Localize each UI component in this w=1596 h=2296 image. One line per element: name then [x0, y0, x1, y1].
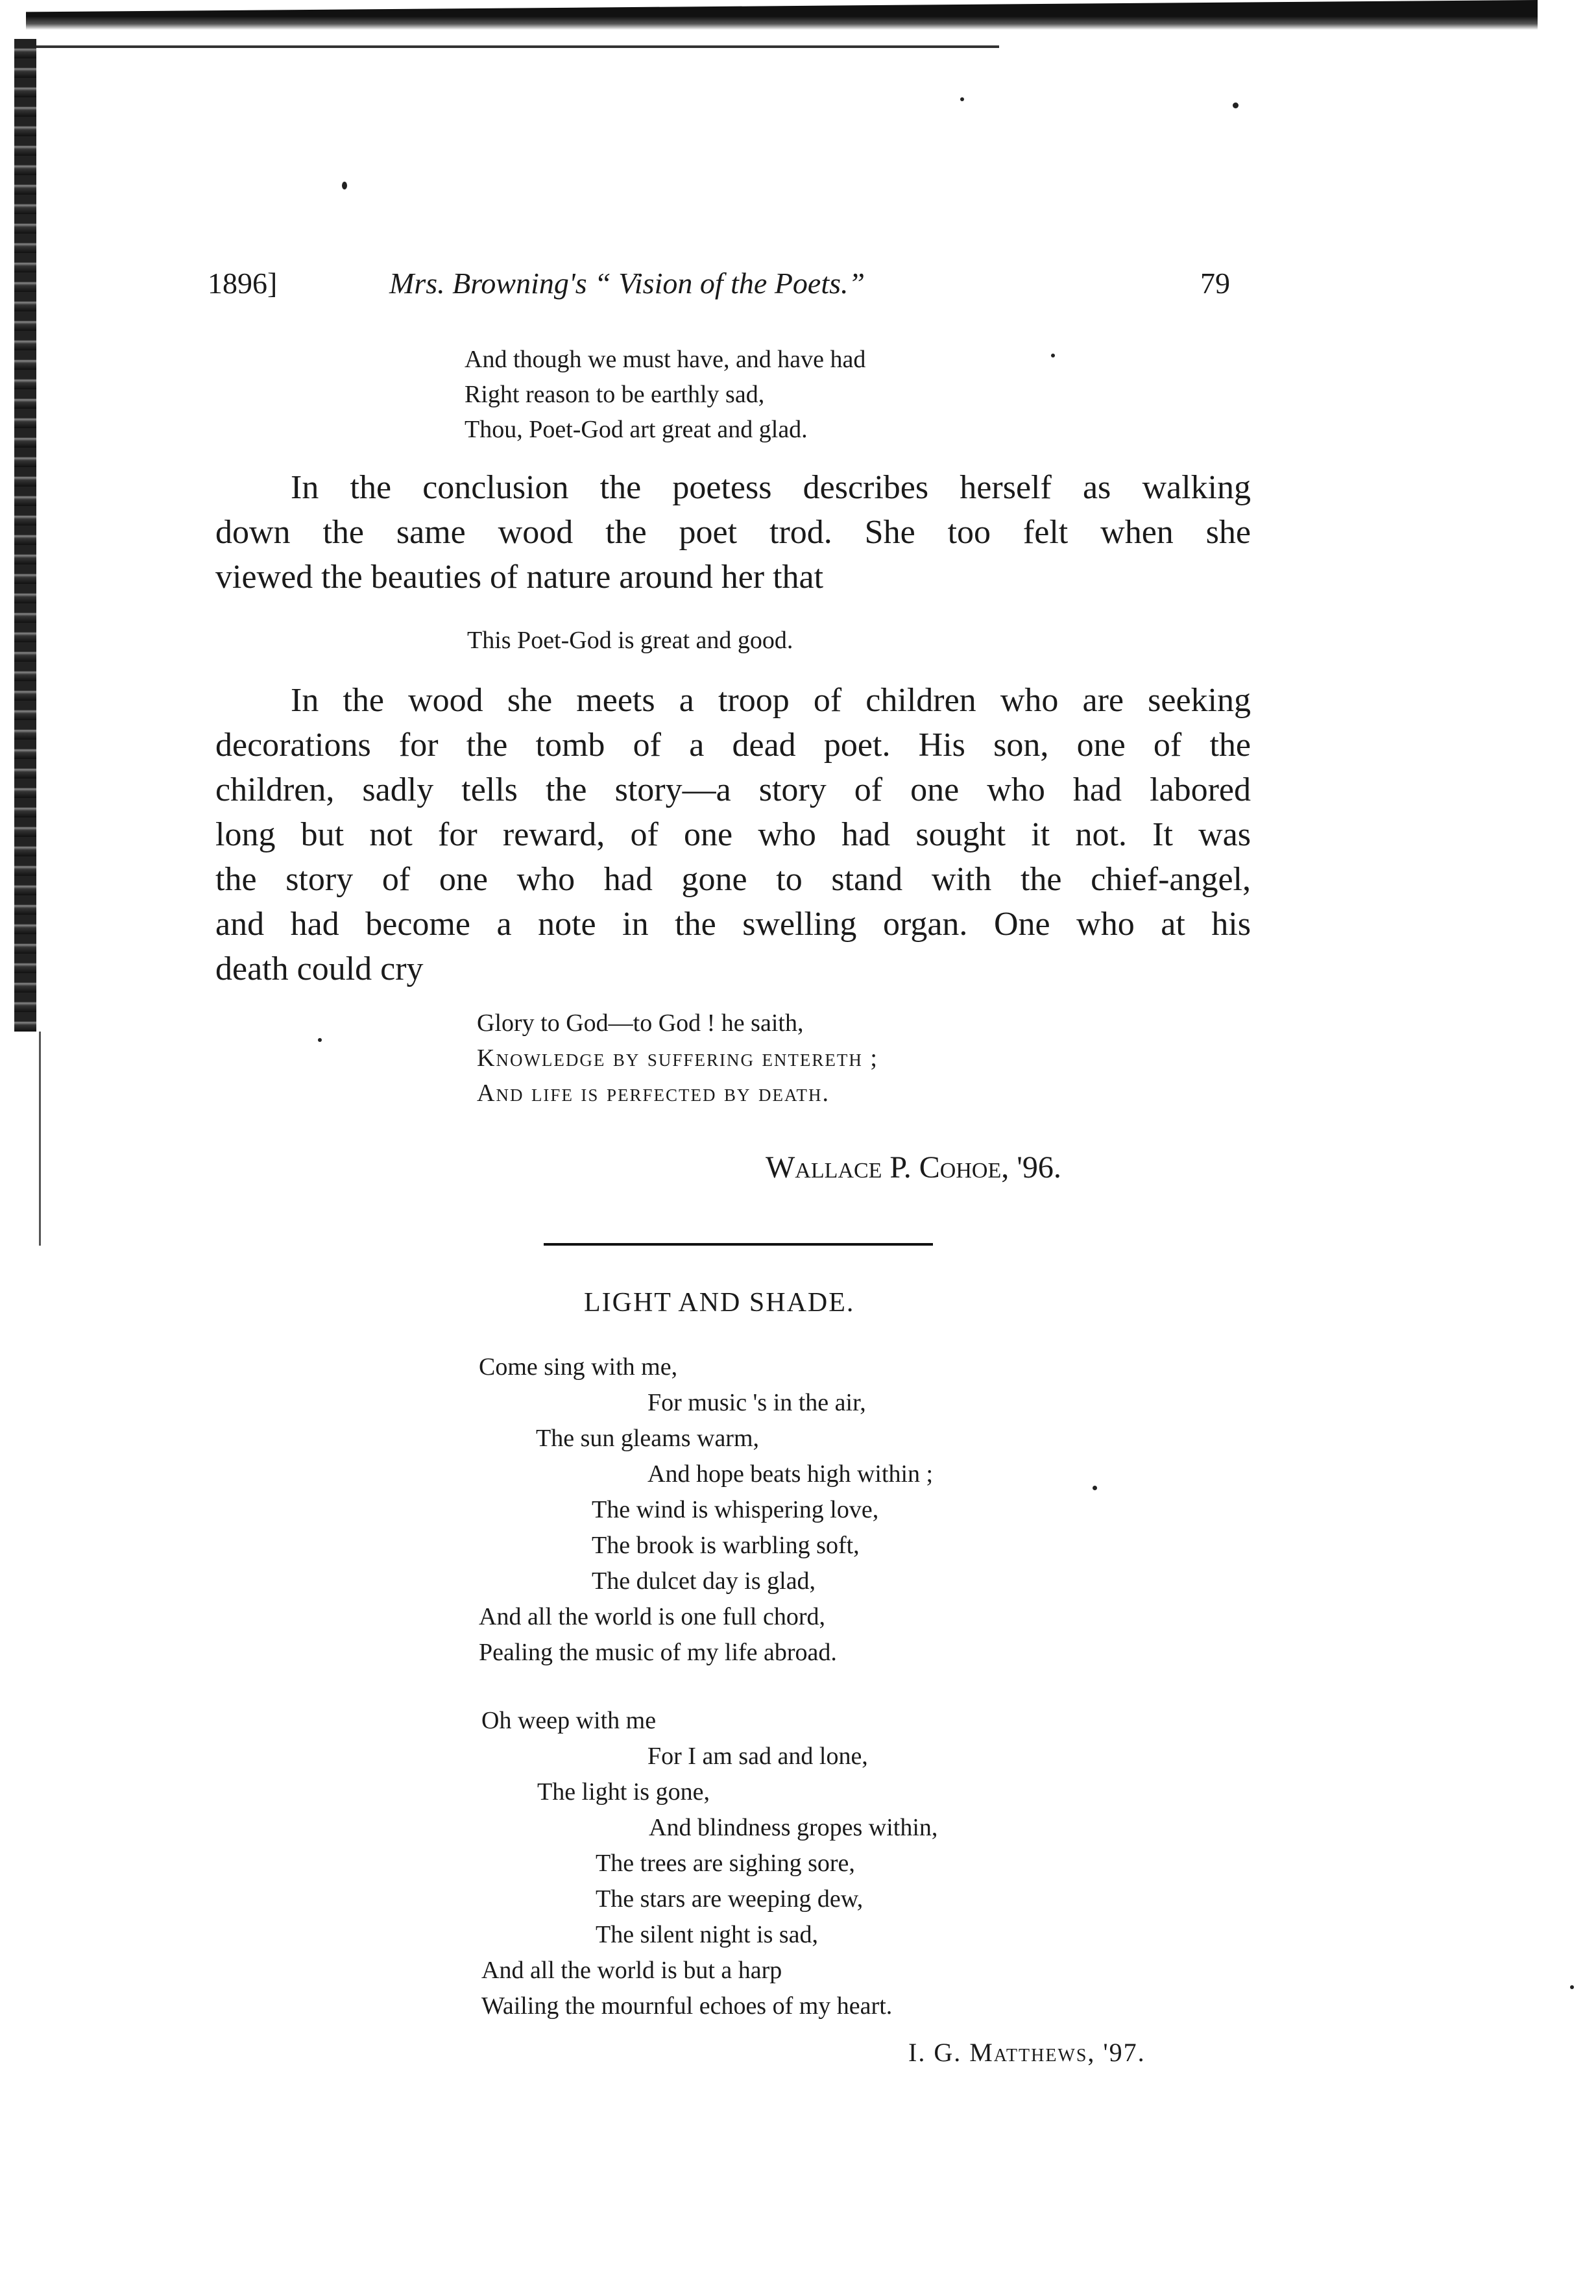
quote-line: Glory to God—to God ! he saith,: [477, 1009, 804, 1037]
quote-line-2: This Poet-God is great and good.: [467, 627, 793, 654]
poem-line: Wailing the mournful echoes of my heart.: [481, 1992, 893, 2020]
running-head: [208, 266, 1246, 305]
poem-line: The brook is warbling soft,: [592, 1532, 860, 1559]
paragraph-line: In the wood she meets a troop of children who are seeking: [291, 682, 1251, 719]
running-head-year: 1896]: [208, 267, 278, 300]
author-signature-1: Wallace P. Cohoe, '96.: [766, 1150, 1061, 1185]
paragraph-1: [215, 465, 1251, 599]
scan-top-line: [26, 45, 999, 48]
poem-line: And all the world is one full chord,: [479, 1603, 826, 1630]
scan-speck: [960, 97, 964, 101]
poem-line: For music 's in the air,: [647, 1389, 866, 1416]
poem-line: The sun gleams warm,: [536, 1425, 760, 1452]
paragraph-line: and had become a note in the swelling organ. One who at his: [215, 906, 1251, 943]
paragraph-2: [215, 678, 1251, 991]
paragraph-line: death could cry: [215, 950, 424, 987]
quote-line: Knowledge by suffering entereth ;: [477, 1045, 878, 1072]
paragraph-line: long but not for reward, of one who had sought it not. It was: [215, 816, 1251, 853]
scan-speck: [1051, 354, 1055, 357]
poem-line: Come sing with me,: [479, 1353, 678, 1381]
poem-line: The light is gone,: [537, 1778, 710, 1806]
paragraph-line: viewed the beauties of nature around her that: [215, 559, 824, 596]
running-head-title: Mrs. Browning's “ Vision of the Poets.”: [389, 267, 865, 300]
poem-line: And blindness gropes within,: [649, 1814, 938, 1841]
poem-line: The wind is whispering love,: [592, 1496, 879, 1523]
poem-line: The dulcet day is glad,: [592, 1567, 816, 1595]
poem-line: And hope beats high within ;: [647, 1460, 934, 1488]
paragraph-line: the story of one who had gone to stand with the chief-angel,: [215, 861, 1251, 898]
paragraph-line: children, sadly tells the story—a story of one who had labored: [215, 771, 1251, 808]
poem-line: And all the world is but a harp: [481, 1957, 782, 1984]
scan-left-line: [39, 1032, 41, 1246]
paragraph-line: In the conclusion the poetess describes herself as walking: [291, 469, 1251, 506]
poem-line: The silent night is sad,: [596, 1921, 819, 1948]
poem-line: The stars are weeping dew,: [596, 1885, 864, 1913]
scan-speck: [318, 1038, 322, 1042]
scan-speck: [1093, 1486, 1097, 1490]
poem-line: The trees are sighing sore,: [596, 1850, 855, 1877]
poem-line: For I am sad and lone,: [647, 1743, 868, 1770]
quote-line: And life is perfected by death.: [477, 1080, 830, 1107]
poem-title: LIGHT AND SHADE.: [584, 1288, 855, 1318]
author-signature-2: I. G. Matthews, '97.: [908, 2038, 1146, 2067]
quote-line: Thou, Poet-God art great and glad.: [465, 416, 808, 443]
quote-line: And though we must have, and have had: [465, 346, 866, 373]
poem-line: Oh weep with me: [481, 1707, 657, 1734]
quote-line: Right reason to be earthly sad,: [465, 381, 765, 408]
section-divider: [544, 1243, 933, 1246]
page-number: 79: [1200, 267, 1230, 300]
scan-speck: [1233, 103, 1239, 108]
paragraph-line: decorations for the tomb of a dead poet. His son, one of the: [215, 727, 1251, 764]
scan-left-edge: [14, 39, 36, 1032]
paragraph-line: down the same wood the poet trod. She too felt when she: [215, 514, 1251, 551]
scan-speck: [342, 182, 347, 189]
poem-line: Pealing the music of my life abroad.: [479, 1639, 837, 1666]
scan-top-border: [26, 0, 1538, 30]
scan-speck: [1570, 1985, 1574, 1989]
